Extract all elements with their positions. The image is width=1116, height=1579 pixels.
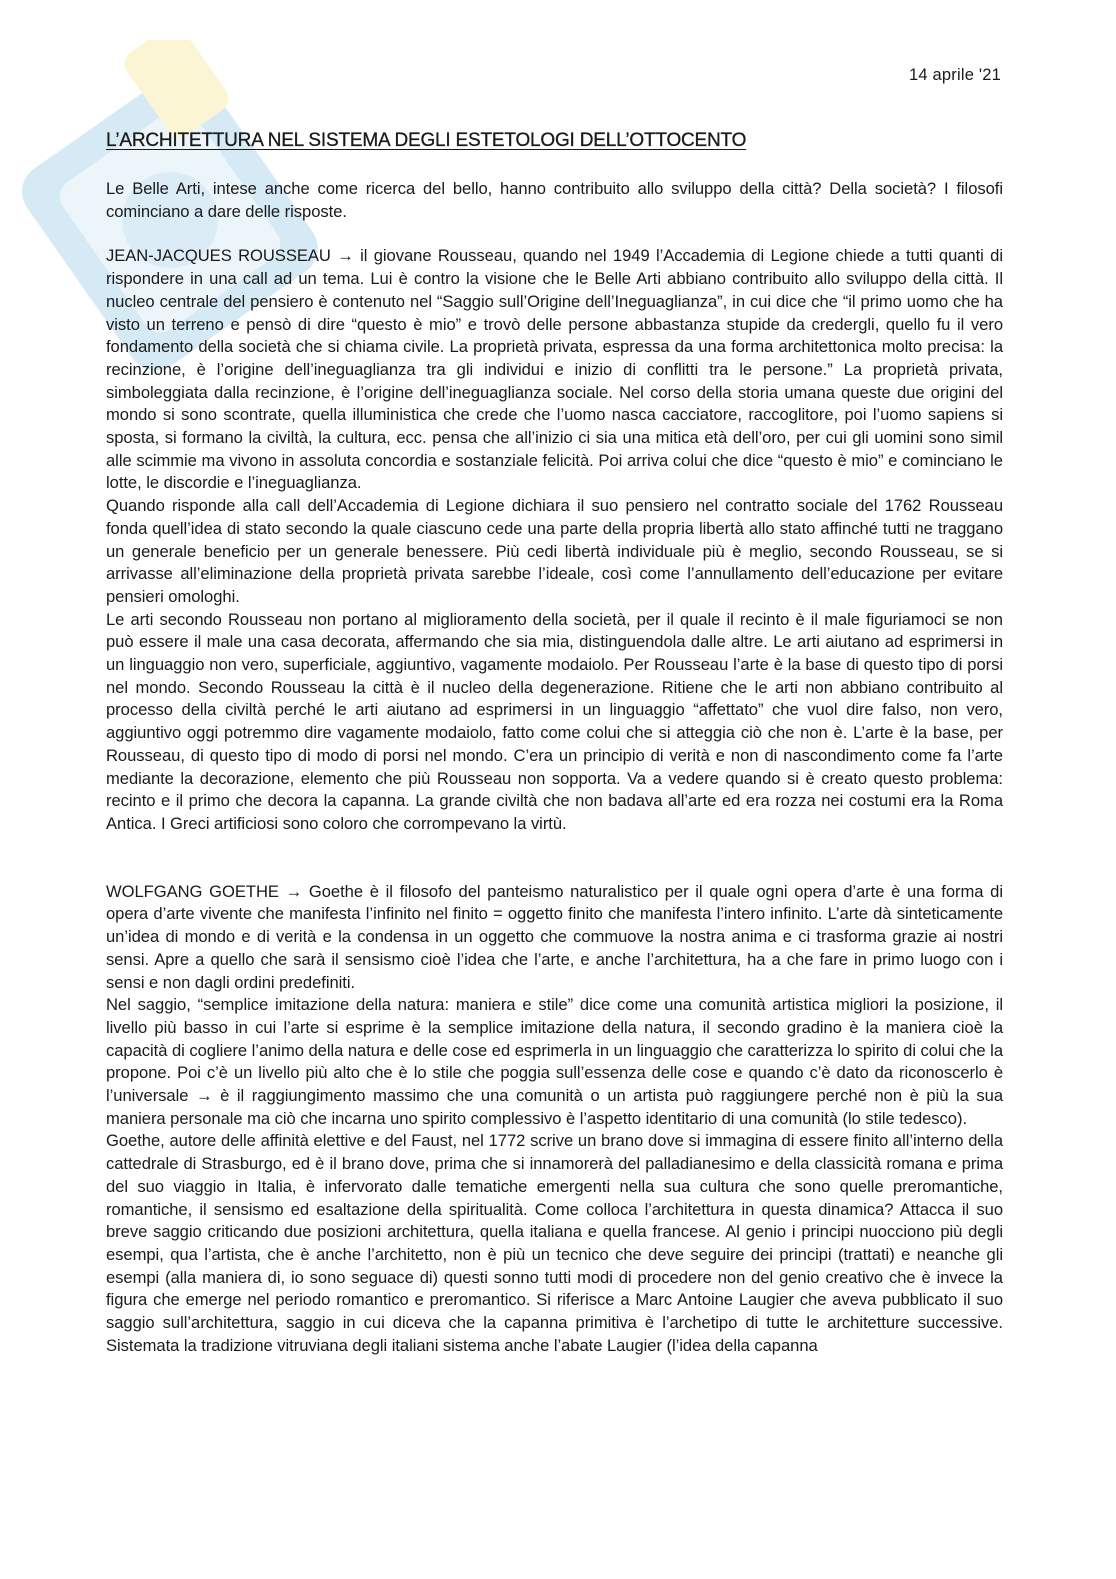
document-body bbox=[106, 130, 1003, 1357]
rousseau-paragraph-3: Le arti secondo Rousseau non portano al miglioramento della società, per il quale il recinto è il male figuriamoci se non può essere il male una casa decorata, affermando che sia mia, distinguendola dalle altre. Le arti aiutano ad esprimersi in un linguaggio non vero, superficiale, aggiuntivo, vagamente modaiolo. Per Rousseau l’arte è la base di questo tipo di porsi nel mondo. Secondo Rousseau la città è il nucleo della degenerazione. Ritiene che le arti non abbiano contribuito al processo della civiltà perché le arti aiutano ad esprimersi in un linguaggio “affettato” che vuol dire falso, non vero, aggiuntivo oggi potremmo dire vagamente modaiolo, fatto come colui che si atteggia ciò che non è. L’arte è la base, per Rousseau, di questo tipo di modo di porsi nel mondo. C’era un principio di verità e non di nascondimento come fa l’arte mediante la decorazione, elemento che più Rousseau non sopporta. Va a vedere quando si è creato questo problema: recinto e il primo che decora la capanna. La grande civiltà che non badava all’arte ed era rozza nei costumi era la Roma Antica. I Greci artificiosi sono coloro che corrompevano la virtù. bbox=[106, 609, 1003, 833]
document-date: 14 aprile '21 bbox=[909, 66, 1001, 84]
intro-paragraph: Le Belle Arti, intese anche come ricerca del bello, hanno contribuito allo sviluppo della città? Della società? I filosofi cominciano a dare delle risposte. bbox=[106, 179, 1003, 221]
goethe-paragraph-3: Goethe, autore delle affinità elettive e del Faust, nel 1772 scrive un brano dove si immagina di essere finito all’interno della cattedrale di Strasburgo, ed è il brano dove, prima che si innamorerà del palladianesimo e della classicità romana e prima del suo viaggio in Italia, è infervorato dalle tematiche emergenti nella sua cultura che sono quelle preromantiche, romantiche, il sensismo ed esaltazione della spiritualità. Come colloca l’architettura in questa dinamica? Attacca il suo breve saggio criticando due posizioni architettura, quella italiana e quella francese. Al genio i principi nuocciono più degli esempi, qua l’artista, che è anche l’architetto, non è più un tecnico che deve seguire dei principi (trattati) e neanche gli esempi (alla maniera di, io sono seguace di) questi sonno tutti modi di procedere non del genio creativo che è invece la figura che emerge nel periodo romantico e preromantico. Si riferisce a Marc Antoine Laugier che aveva pubblicato il suo saggio sull’architettura, saggio in cui diceva che la capanna primitiva è l’archetipo di tutte le architetture successive. Sistemata la tradizione vitruviana degli italiani sistema anche l’abate Laugier (l’idea della capanna bbox=[106, 1131, 1003, 1355]
document-title: L’ARCHITETTURA NEL SISTEMA DEGLI ESTETOLOGI DELL’OTTOCENTO bbox=[106, 130, 747, 151]
goethe-paragraph-2: Nel saggio, “semplice imitazione della natura: maniera e stile” dice come una comunità artistica migliori la posizione, il livello più basso in cui l’arte si esprime è la semplice imitazione della natura, il secondo gradino è la maniera cioè la capacità di cogliere l’animo della natura e delle cose ed esprimerla in un linguaggio che caratterizza lo spirito di colui che la propone. Poi c’è un livello più alto che è lo stile che poggia sull’essenza delle cose e quando c’è dato da riconoscerlo è l’universale → è il raggiungimento massimo che una comunità o un artista può raggiungere perché non è più la sua maniera personale ma ciò che incarna uno spirito complessivo è l’aspetto identitario di una comunità (lo stile tedesco). bbox=[106, 995, 1003, 1128]
goethe-paragraph-1: WOLFGANG GOETHE → Goethe è il filosofo del panteismo naturalistico per il quale ogni opera d’arte è una forma di opera d’arte vivente che manifesta l’infinito nel finito = oggetto finito che manifesta l’intero infinito. L’arte dà sinteticamente un’idea di mondo e di verità e la condensa in un oggetto che commuove la nostra anima e ci trasforma grazie ai nostri sensi. Apre a quello che sarà il sensismo cioè l’idea che l’arte, e anche l’architettura, ha a che fare in primo luogo con i sensi e non dagli ordini predefiniti. bbox=[106, 881, 1003, 992]
rousseau-paragraph-2: Quando risponde alla call dell’Accademia di Legione dichiara il suo pensiero nel contratto sociale del 1762 Rousseau fonda quell’idea di stato secondo la quale ciascuno cede una parte della propria libertà allo stato affinché tutti ne traggano un generale beneficio per un generale benessere. Più cedi libertà individuale più è meglio, secondo Rousseau, se si arrivasse all’eliminazione della proprietà privata sarebbe l’ideale, così come l’annullamento dell’educazione per evitare pensieri omologhi. bbox=[106, 496, 1003, 606]
rousseau-paragraph-1: JEAN-JACQUES ROUSSEAU → il giovane Rousseau, quando nel 1949 l’Accademia di Legione chiede a tutti quanti di rispondere in una call ad un tema. Lui è contro la visione che le Belle Arti abbiano contribuito allo sviluppo della città. Il nucleo centrale del pensiero è contenuto nel “Saggio sull’Origine dell’Ineguaglianza”, in cui dice che “il primo uomo che ha visto un terreno e pensò di dire “questo è mio” e trovò delle persone abbastanza stupide da credergli, quello fu il vero fondamento della società che si chiama civile. La proprietà privata, espressa da una forma architettonica molto precisa: la recinzione, è l’origine dell’ineguaglianza tra gli individui e inizio di conflitti tra le persone.” La proprietà privata, simboleggiata dalla recinzione, è l’origine dell’ineguaglianza sociale. Nel corso della storia umana queste due origini del mondo si sono scontrate, quella illuministica che crede che l’uomo nasca cacciatore, raccoglitore, poi l’uomo sapiens si sposta, si formano la civiltà, la cultura, ecc. pensa che all’inizio ci sia una mitica età dell’oro, per cui gli uomini sono simil alle scimmie ma vivono in assoluta concordia e sostanziale felicità. Poi arriva colui che dice “questo è mio” e cominciano le lotte, le discordie e l’ineguaglianza. bbox=[106, 246, 1003, 493]
